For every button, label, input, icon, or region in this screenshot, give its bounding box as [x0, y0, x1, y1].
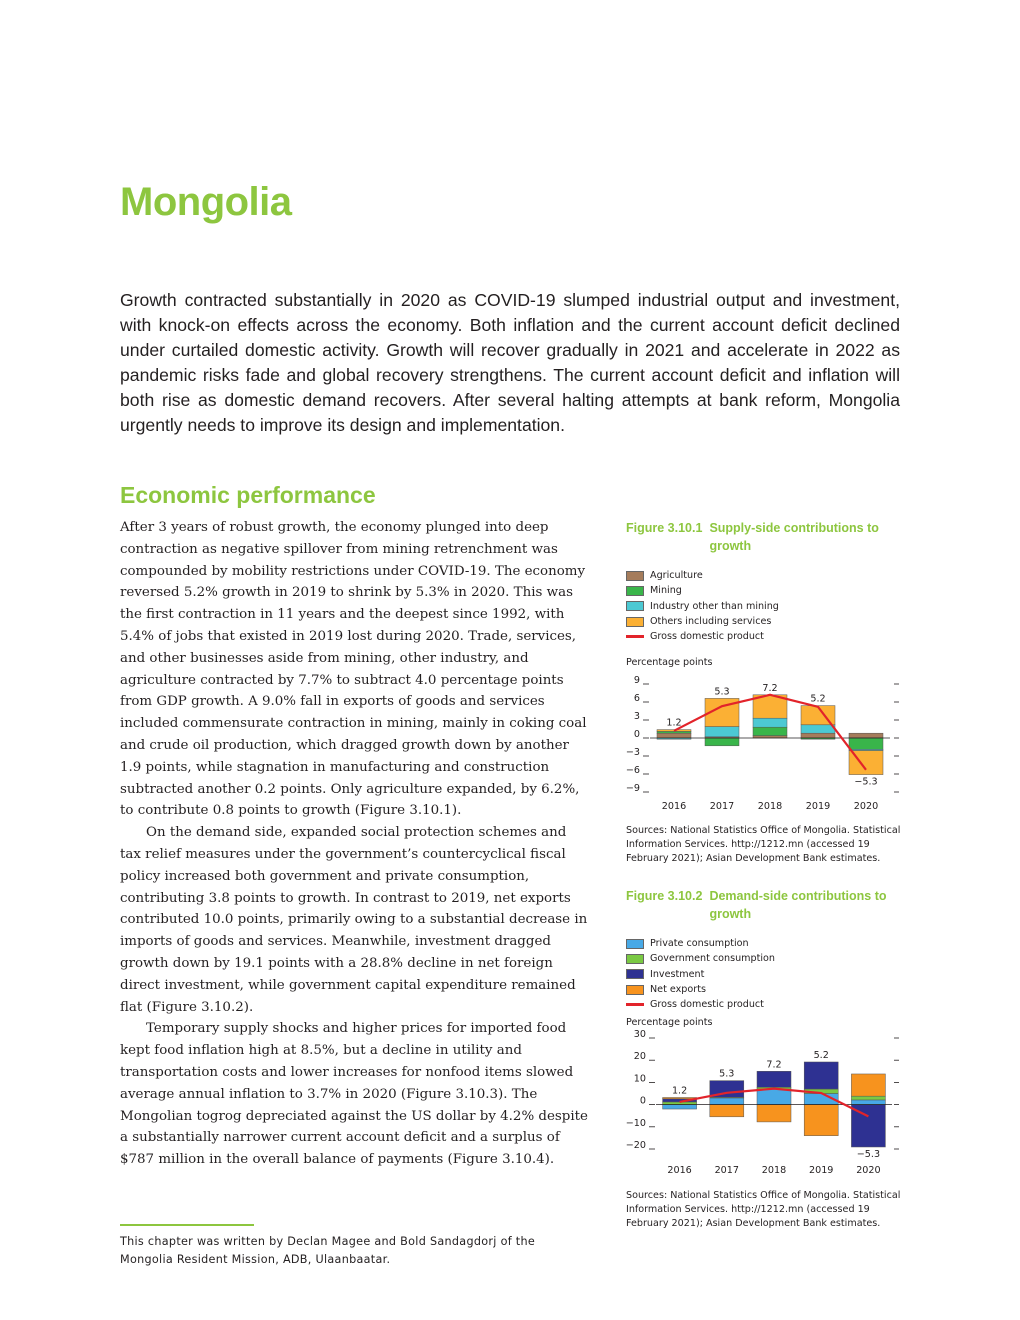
bar-segment — [804, 1062, 838, 1089]
figure-sources: Sources: National Statistics Office of Mongolia. Statistical Information Services. http://1212.mn (accessed 19 February 2021); Asian Development Bank estimates. — [626, 1190, 901, 1230]
legend-item — [626, 982, 906, 997]
x-tick-label: 2016 — [661, 801, 687, 813]
legend-item — [626, 967, 906, 982]
legend-item — [626, 614, 906, 629]
y-tick-label: 10 — [633, 1073, 646, 1085]
data-label: 7.2 — [766, 1059, 782, 1071]
x-tick-label: 2019 — [805, 801, 831, 813]
chapter-summary: Growth contracted substantially in 2020 as COVID-19 slumped industrial output and investment, with knock-on effects across the economy. Both inflation and the current account deficit declined under curtailed domestic activity. Growth will recover gradually in 2021 and accelerate in 2022 as pandemic risks fade and global recovery strengthens. The current account deficit and inflation will both rise as domestic demand recovers. After several halting attempts at bank reform, Mongolia urgently needs to improve its design and implementation. — [120, 290, 900, 435]
data-label: 5.2 — [813, 1050, 829, 1062]
y-tick-label: 0 — [633, 729, 640, 741]
bar-segment — [757, 1105, 791, 1122]
bar-segment — [657, 734, 691, 739]
paragraph: Temporary supply shocks and higher prices for imported food kept food inflation high at 8.5%, but a decline in utility and transportation costs and lower increases for nonfood items slowed average annual inflation to 3.7% in 2020 (Figure 3.10.3). The Mongolian togrog depreciated against the US dollar by 4.2% despite a substantially narrower current account deficit and a surplus of $787 million in the overall balance of payments (Figure 3.10.4). — [120, 1021, 588, 1168]
x-tick-label: 2020 — [853, 801, 879, 813]
footnote-rule — [120, 1224, 254, 1226]
section-heading: Economic performance — [120, 482, 376, 508]
y-tick-label: 3 — [633, 711, 640, 723]
legend-label: Investment — [650, 968, 705, 980]
figure-number: Figure 3.10.1 — [626, 521, 703, 535]
figure-supply-side — [626, 519, 906, 866]
legend-line — [626, 635, 644, 638]
x-tick-label: 2020 — [856, 1165, 881, 1177]
data-label: −5.3 — [854, 777, 878, 789]
bar-segment — [849, 734, 883, 739]
bar-segment — [804, 1105, 838, 1136]
legend-label: Gross domestic product — [650, 999, 764, 1011]
bar-segment — [851, 1074, 885, 1096]
legend-swatch — [626, 601, 644, 611]
y-axis-unit: Percentage points — [626, 1017, 713, 1029]
legend-label: Gross domestic product — [650, 631, 764, 643]
data-label: 1.2 — [671, 1085, 688, 1097]
y-tick-label: −3 — [626, 747, 640, 759]
figure-demand-side — [626, 887, 906, 1231]
legend-swatch — [626, 586, 644, 596]
bar-segment — [801, 734, 835, 739]
figure-title — [626, 519, 906, 555]
bar-segment — [710, 1098, 744, 1105]
y-tick-label: 9 — [633, 675, 640, 687]
paragraph: After 3 years of robust growth, the economy plunged into deep contraction as negative spillover from mining retrenchment was compounded by mobility restrictions under COVID-19. The economy reversed 5.2% growth in 2019 to shrink by 5.3% in 2020. This was the first contraction in 11 years and the deepest since 1992, with 5.4% of jobs that existed in 2019 lost during 2020. Trade, services, and other businesses aside from mining, other industry, and agriculture contracted by 7.7% to subtract 4.0 percentage points from GDP growth. A 9.0% fall in exports of goods and services included commensurate contraction in mining, mainly in coking coal and crude oil production, which dragged growth down by another 1.9 points, while stagnation in manufacturing and construction subtracted another 0.2 points. Only agriculture expanded, by 6.2%, to contribute 0.8 points to growth (Figure 3.10.1). — [120, 520, 587, 819]
legend-swatch — [626, 969, 644, 979]
y-axis-unit: Percentage points — [626, 657, 713, 669]
body-text — [120, 517, 588, 1171]
y-tick-label: −6 — [626, 765, 640, 777]
y-tick-label: −20 — [626, 1140, 646, 1152]
data-label: 5.2 — [810, 694, 826, 706]
data-label: 1.2 — [666, 718, 682, 730]
data-label: −5.3 — [856, 1149, 881, 1161]
bar-segment — [753, 719, 787, 728]
page-title: Mongolia — [120, 180, 292, 224]
bar-segment — [801, 725, 835, 733]
bar-segment — [757, 1072, 791, 1088]
legend-label: Government consumption — [650, 953, 775, 965]
demand-side-chart — [626, 1028, 906, 1183]
y-tick-label: 30 — [633, 1029, 646, 1041]
data-label: 7.2 — [762, 683, 778, 695]
legend-item — [626, 583, 906, 598]
figure-title — [626, 887, 906, 923]
bar-segment — [710, 1105, 744, 1117]
bar-segment — [663, 1105, 697, 1109]
x-tick-label: 2017 — [709, 801, 735, 813]
chart-legend — [626, 936, 906, 1012]
x-tick-label: 2019 — [808, 1165, 834, 1177]
bar-segment — [849, 738, 883, 749]
legend-label: Private consumption — [650, 938, 749, 950]
footnote: This chapter was written by Declan Magee and Bold Sandagdorj of the Mongolia Resident Mission, ADB, Ulaanbaatar. — [120, 1235, 536, 1266]
paragraph: On the demand side, expanded social protection schemes and tax relief measures under the government’s countercyclical fiscal policy increased both government and private consumption, contributing 3.8 points to growth. In contrast to 2019, net exports contributed 10.0 points, primarily owing to a substantial decrease in imports of goods and services. Meanwhile, investment dragged growth down by 19.1 points with a 28.8% decline in net foreign direct investment, while government capital expenditure remained flat (Figure 3.10.2). — [120, 825, 588, 1015]
legend-label: Mining — [650, 585, 682, 597]
legend-label: Industry other than mining — [650, 600, 779, 612]
legend-swatch — [626, 939, 644, 949]
bar-segment — [757, 1090, 791, 1106]
data-label: 5.3 — [719, 1069, 735, 1081]
legend-item — [626, 568, 906, 583]
x-tick-label: 2018 — [761, 1165, 787, 1177]
legend-label: Net exports — [650, 984, 706, 996]
x-tick-label: 2016 — [667, 1165, 692, 1177]
legend-item — [626, 936, 906, 951]
legend-swatch — [626, 954, 644, 964]
figure-caption: Demand-side contributions to growth — [709, 889, 887, 921]
y-tick-label: 0 — [639, 1096, 646, 1108]
x-tick-label: 2018 — [757, 801, 783, 813]
bar-segment — [851, 1097, 885, 1101]
bar-segment — [657, 732, 691, 734]
legend-item — [626, 629, 906, 644]
legend-swatch — [626, 571, 644, 581]
legend-label: Agriculture — [650, 570, 703, 582]
y-tick-label: 6 — [633, 693, 640, 705]
bar-segment — [705, 727, 739, 737]
legend-line — [626, 1003, 644, 1006]
bar-segment — [851, 1100, 885, 1105]
legend-item — [626, 951, 906, 966]
supply-side-chart — [626, 668, 906, 818]
legend-swatch — [626, 617, 644, 627]
figure-sources: Sources: National Statistics Office of Mongolia. Statistical Information Services. http://1212.mn (accessed 19 February 2021); Asian Development Bank estimates. — [626, 825, 901, 865]
legend-item — [626, 997, 906, 1012]
data-label: 5.3 — [714, 686, 730, 698]
bar-segment — [753, 728, 787, 736]
legend-label: Others including services — [650, 616, 772, 628]
chart-legend — [626, 568, 906, 644]
y-tick-label: −9 — [626, 783, 640, 795]
figure-number: Figure 3.10.2 — [626, 889, 703, 903]
bar-segment — [705, 738, 739, 746]
legend-item — [626, 599, 906, 614]
y-tick-label: 20 — [633, 1051, 646, 1063]
figure-caption: Supply-side contributions to growth — [709, 521, 879, 553]
legend-swatch — [626, 985, 644, 995]
y-tick-label: −10 — [626, 1118, 646, 1130]
x-tick-label: 2017 — [714, 1165, 740, 1177]
